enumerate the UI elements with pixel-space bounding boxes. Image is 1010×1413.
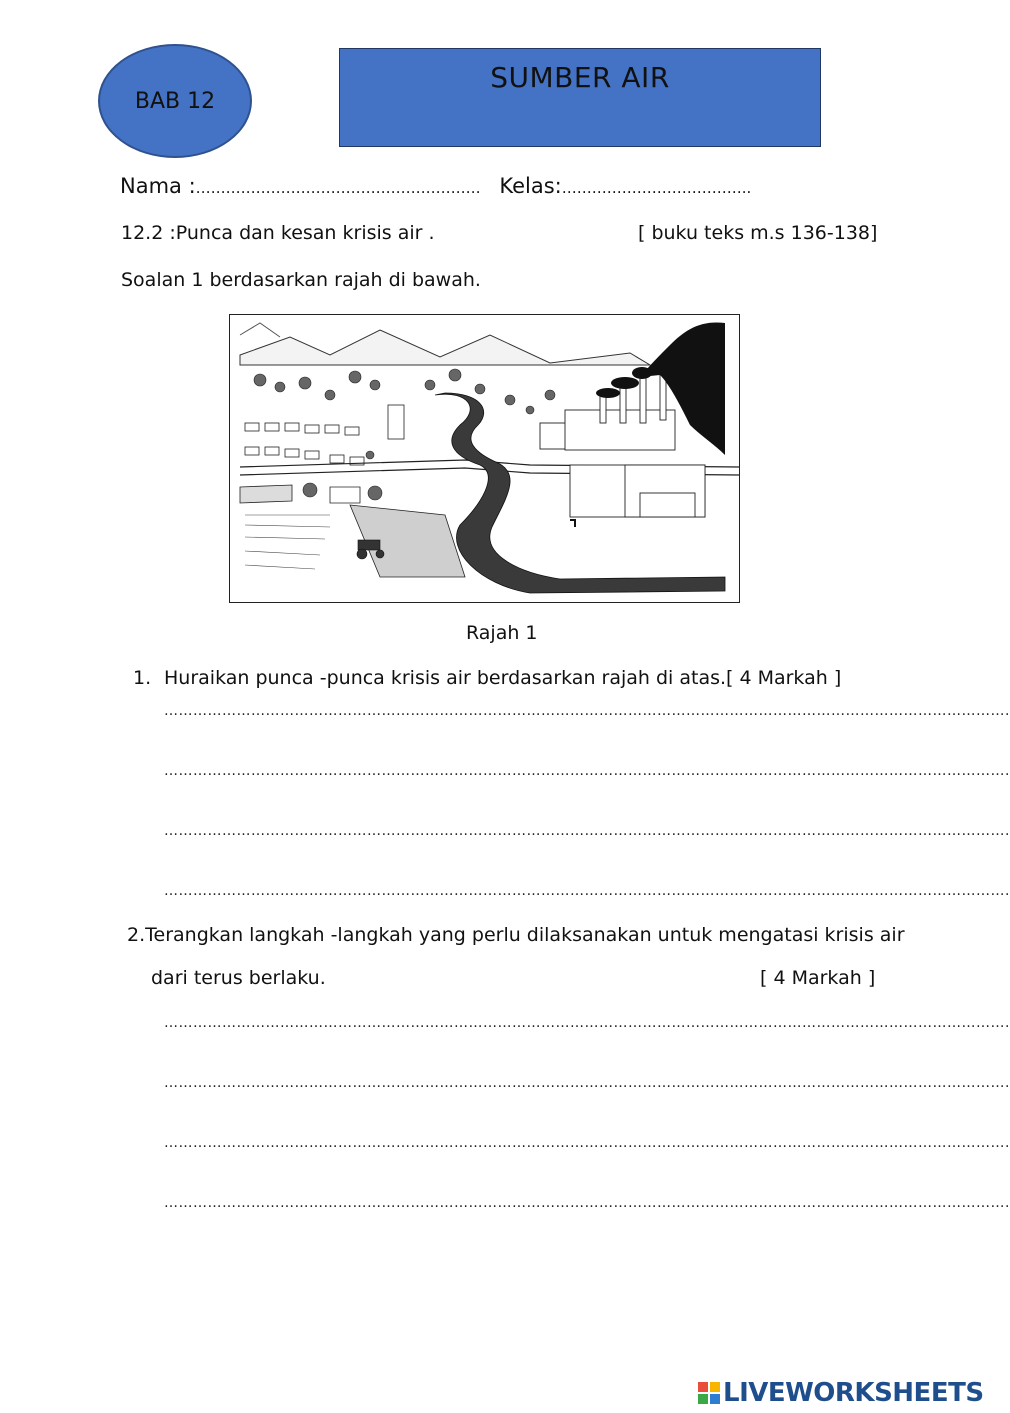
chapter-badge-label: BAB 12 bbox=[134, 88, 216, 114]
topic-label: 12.2 :Punca dan kesan krisis air . bbox=[121, 222, 435, 244]
student-info-row bbox=[120, 174, 751, 198]
answer-line[interactable]: …………………………………………………………………………………………………………………………………………………………. bbox=[164, 883, 1010, 899]
answer-line[interactable]: …………………………………………………………………………………………………………………………………………………………. bbox=[164, 1135, 1010, 1151]
instruction-text: Soalan 1 berdasarkan rajah di bawah. bbox=[121, 269, 481, 291]
question-1-number: 1. bbox=[133, 667, 152, 689]
water-crisis-illustration bbox=[230, 315, 739, 602]
liveworksheets-logo-icon bbox=[698, 1382, 720, 1404]
figure-caption: Rajah 1 bbox=[466, 622, 538, 644]
textbook-reference: [ buku teks m.s 136-138] bbox=[638, 222, 878, 244]
name-label: Nama : bbox=[120, 174, 196, 198]
title-box bbox=[339, 48, 821, 147]
answer-line[interactable]: …………………………………………………………………………………………………………………………………………………………. bbox=[164, 703, 1010, 719]
class-label: Kelas: bbox=[499, 174, 562, 198]
answer-line[interactable]: …………………………………………………………………………………………………………………………………………………………. bbox=[164, 763, 1010, 779]
question-2-marks: [ 4 Markah ] bbox=[760, 967, 876, 989]
page-title: SUMBER AIR bbox=[490, 61, 670, 94]
answer-line[interactable]: …………………………………………………………………………………………………………………………………………………………. bbox=[164, 1195, 1010, 1211]
figure-image bbox=[229, 314, 740, 603]
question-1-text: Huraikan punca -punca krisis air berdasarkan rajah di atas. bbox=[164, 667, 727, 689]
question-1-marks: [ 4 Markah ] bbox=[726, 667, 842, 689]
liveworksheets-logo bbox=[698, 1378, 984, 1408]
question-2-text-continued: dari terus berlaku. bbox=[151, 967, 326, 989]
answer-line[interactable]: …………………………………………………………………………………………………………………………………………………………. bbox=[164, 1015, 1010, 1031]
class-field[interactable]: ……………………………….. bbox=[561, 179, 752, 197]
name-field[interactable]: ………………………………………………… bbox=[195, 179, 481, 197]
answer-line[interactable]: …………………………………………………………………………………………………………………………………………………………. bbox=[164, 823, 1010, 839]
answer-line[interactable]: …………………………………………………………………………………………………………………………………………………………. bbox=[164, 1075, 1010, 1091]
chapter-badge bbox=[98, 44, 252, 158]
brand-name: LIVEWORKSHEETS bbox=[723, 1378, 984, 1408]
question-2-number: 2. bbox=[127, 924, 146, 946]
question-2-row bbox=[127, 924, 905, 946]
question-2-text: Terangkan langkah -langkah yang perlu dilaksanakan untuk mengatasi krisis air bbox=[145, 924, 905, 946]
